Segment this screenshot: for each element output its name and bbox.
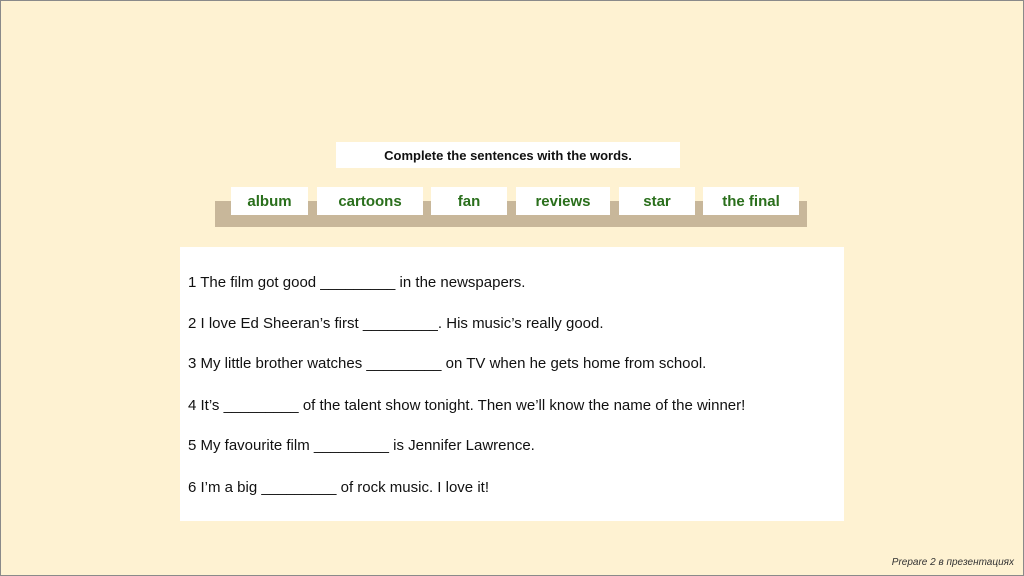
word-star: star <box>619 187 695 215</box>
word-fan: fan <box>431 187 507 215</box>
sentence-2: 2 I love Ed Sheeran’s first _________. His music’s really good. <box>188 315 604 332</box>
sentence-1: 1 The film got good _________ in the newspapers. <box>188 274 526 291</box>
sentence-6: 6 I’m a big _________ of rock music. I love it! <box>188 479 489 496</box>
word-reviews: reviews <box>516 187 610 215</box>
sentence-5: 5 My favourite film _________ is Jennifer Lawrence. <box>188 437 535 454</box>
footer-credit: Prepare 2 в презентациях <box>891 557 1014 568</box>
word-cartoons: cartoons <box>317 187 423 215</box>
word-album: album <box>231 187 308 215</box>
instruction-text: Complete the sentences with the words. <box>384 147 632 163</box>
sentence-3: 3 My little brother watches _________ on TV when he gets home from school. <box>188 355 707 372</box>
sentence-4: 4 It’s _________ of the talent show tonight. Then we’ll know the name of the winner! <box>188 397 746 414</box>
sentences-panel <box>180 247 844 521</box>
instruction-box <box>336 142 680 168</box>
word-the-final: the final <box>703 187 799 215</box>
